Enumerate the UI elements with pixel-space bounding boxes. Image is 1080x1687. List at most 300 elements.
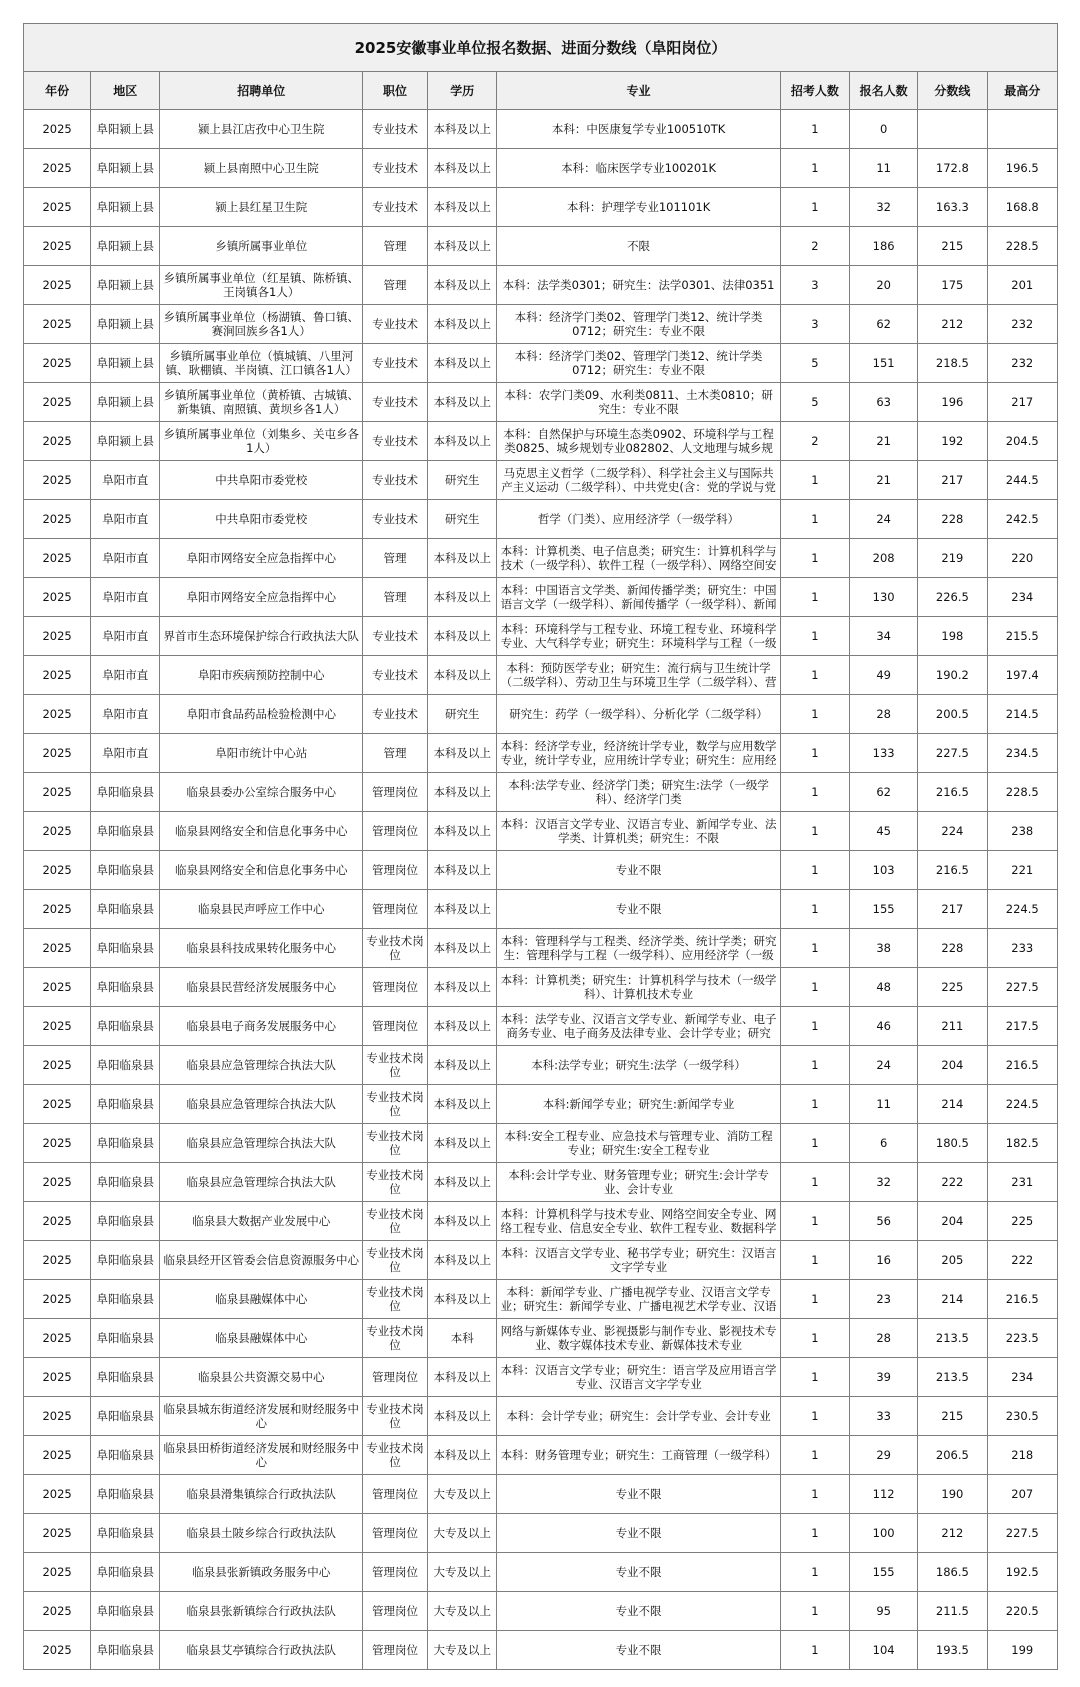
cell-position — [363, 1007, 428, 1046]
cell-text: 阜阳市网络安全应急指挥中心 — [186, 590, 336, 604]
cell-region — [91, 1475, 160, 1514]
cell-text: 2025 — [42, 824, 72, 838]
cell-text: 2025 — [42, 1097, 72, 1111]
cell-education — [428, 1046, 497, 1085]
cell-text: 1 — [811, 1097, 819, 1111]
cell-major — [497, 1202, 780, 1241]
cell-text: 本科:新闻学专业；研究生:新闻学专业 — [542, 1097, 735, 1111]
cell-cutoff — [918, 422, 987, 461]
cell-text: 专业技术岗位 — [366, 1324, 424, 1352]
cell-text: 2025 — [42, 161, 72, 175]
cell-text: 1 — [811, 1058, 819, 1072]
cell-applicants — [850, 1202, 918, 1241]
cell-text: 24 — [876, 512, 891, 526]
cell-region — [91, 1124, 160, 1163]
cell-education — [428, 1553, 497, 1592]
cell-text: 5 — [811, 356, 819, 370]
cell-text: 阜阳临泉县 — [96, 1097, 155, 1111]
cell-text: 本科及以上 — [433, 317, 491, 331]
cell-cutoff — [918, 1241, 987, 1280]
cell-text: 临泉县田桥街道经济发展和财经服务中心 — [163, 1441, 359, 1469]
cell-major — [497, 227, 780, 266]
cell-region — [91, 656, 160, 695]
cell-text: 2025 — [42, 863, 72, 877]
cell-quota — [780, 266, 849, 305]
cell-text: 1 — [811, 1409, 819, 1423]
cell-text: 大专及以上 — [433, 1604, 491, 1618]
cell-quota — [780, 227, 849, 266]
cell-text: 1 — [811, 512, 819, 526]
cell-text: 阜阳临泉县 — [96, 1487, 155, 1501]
cell-text: 阜阳颍上县 — [96, 395, 155, 409]
cell-applicants — [850, 1046, 918, 1085]
data-table — [23, 23, 1058, 1670]
cell-text: 2025 — [42, 1487, 72, 1501]
cell-applicants — [850, 1319, 918, 1358]
cell-cutoff — [918, 1280, 987, 1319]
cell-year — [24, 110, 91, 149]
cell-major — [497, 266, 780, 305]
cell-text: 本科及以上 — [433, 824, 491, 838]
cell-text: 专业不限 — [615, 863, 662, 877]
cell-text: 本科：护理学专业101101K — [566, 200, 711, 214]
table-row — [24, 1436, 1058, 1475]
cell-unit — [160, 617, 363, 656]
cell-quota — [780, 383, 849, 422]
cell-text: 215.5 — [1005, 629, 1039, 643]
cell-unit — [160, 344, 363, 383]
column-header-position: 职位 — [363, 72, 428, 110]
cell-education — [428, 734, 497, 773]
cell-cutoff — [918, 1358, 987, 1397]
cell-unit — [160, 773, 363, 812]
cell-max-score — [987, 812, 1057, 851]
cell-text: 214 — [941, 1292, 964, 1306]
cell-major — [497, 1397, 780, 1436]
cell-text: 1 — [811, 668, 819, 682]
cell-quota — [780, 1163, 849, 1202]
cell-text: 本科及以上 — [433, 1214, 491, 1228]
cell-text: 1 — [811, 590, 819, 604]
cell-text: 2025 — [42, 1331, 72, 1345]
cell-text: 乡镇所属事业单位（慎城镇、八里河镇、耿棚镇、半岗镇、江口镇各1人） — [165, 349, 357, 377]
cell-max-score — [987, 1124, 1057, 1163]
cell-text: 本科：预防医学专业；研究生：流行病与卫生统计学（二级学科）、劳动卫生与环境卫生学（二级学科）、营 — [500, 661, 777, 689]
cell-year — [24, 968, 91, 1007]
cell-text: 2025 — [42, 1019, 72, 1033]
cell-education — [428, 1592, 497, 1631]
cell-text: 1 — [811, 746, 819, 760]
cell-text: 本科及以上 — [433, 902, 491, 916]
cell-text: 管理岗位 — [372, 1604, 419, 1618]
cell-text: 1 — [811, 1526, 819, 1540]
cell-max-score — [987, 383, 1057, 422]
cell-major — [497, 1553, 780, 1592]
cell-education — [428, 500, 497, 539]
cell-quota — [780, 149, 849, 188]
cell-quota — [780, 578, 849, 617]
cell-region — [91, 1280, 160, 1319]
cell-text: 200.5 — [935, 707, 969, 721]
cell-education — [428, 1397, 497, 1436]
cell-year — [24, 1358, 91, 1397]
table-row — [24, 305, 1058, 344]
cell-text: 224.5 — [1005, 1097, 1039, 1111]
cell-text: 231 — [1011, 1175, 1034, 1189]
cell-education — [428, 539, 497, 578]
cell-year — [24, 1514, 91, 1553]
cell-text: 232 — [1011, 317, 1034, 331]
cell-text: 阜阳颍上县 — [96, 239, 155, 253]
cell-region — [91, 1202, 160, 1241]
cell-education — [428, 1163, 497, 1202]
cell-text: 本科及以上 — [433, 1136, 491, 1150]
cell-applicants — [850, 1514, 918, 1553]
cell-text: 2025 — [42, 668, 72, 682]
cell-unit — [160, 656, 363, 695]
cell-max-score — [987, 539, 1057, 578]
cell-text: 130 — [872, 590, 895, 604]
cell-text: 216.5 — [1005, 1058, 1039, 1072]
cell-text: 206.5 — [935, 1448, 969, 1462]
cell-cutoff — [918, 110, 987, 149]
cell-region — [91, 422, 160, 461]
cell-text: 专业技术岗位 — [366, 1168, 424, 1196]
cell-cutoff — [918, 1397, 987, 1436]
cell-position — [363, 1241, 428, 1280]
cell-quota — [780, 1514, 849, 1553]
cell-major — [497, 890, 780, 929]
cell-text: 临泉县张新镇综合行政执法队 — [186, 1604, 336, 1618]
cell-year — [24, 1202, 91, 1241]
cell-year — [24, 383, 91, 422]
cell-text: 管理岗位 — [372, 1526, 419, 1540]
cell-text: 网络与新媒体专业、影视摄影与制作专业、影视技术专业、数字媒体技术专业、新媒体技术专业 — [500, 1324, 777, 1352]
cell-text: 管理岗位 — [372, 902, 419, 916]
cell-region — [91, 1553, 160, 1592]
cell-applicants — [850, 1436, 918, 1475]
cell-text: 本科及以上 — [433, 863, 491, 877]
cell-text: 专业技术 — [372, 473, 419, 487]
cell-text: 1 — [811, 1292, 819, 1306]
cell-major — [497, 110, 780, 149]
cell-unit — [160, 812, 363, 851]
cell-quota — [780, 110, 849, 149]
cell-year — [24, 656, 91, 695]
cell-text: 临泉县委办公室综合服务中心 — [186, 785, 336, 799]
cell-text: 临泉县科技成果转化服务中心 — [186, 941, 336, 955]
cell-text: 1 — [811, 941, 819, 955]
table-row — [24, 1319, 1058, 1358]
cell-text: 本科及以上 — [433, 668, 491, 682]
cell-text: 阜阳临泉县 — [96, 1214, 155, 1228]
cell-text: 研究生：药学（一级学科）、分析化学（二级学科） — [509, 707, 768, 721]
cell-position — [363, 617, 428, 656]
cell-text: 专业技术岗位 — [366, 1129, 424, 1157]
cell-major — [497, 929, 780, 968]
cell-text: 32 — [876, 1175, 891, 1189]
cell-text: 颍上县江店孜中心卫生院 — [197, 122, 325, 136]
cell-cutoff — [918, 1553, 987, 1592]
cell-text: 专业技术 — [372, 161, 419, 175]
cell-position — [363, 1358, 428, 1397]
cell-region — [91, 188, 160, 227]
cell-text: 207 — [1011, 1487, 1034, 1501]
cell-text: 乡镇所属事业单位 — [215, 239, 308, 253]
cell-text: 151 — [872, 356, 895, 370]
cell-major — [497, 1592, 780, 1631]
cell-cutoff — [918, 695, 987, 734]
cell-unit — [160, 1085, 363, 1124]
cell-text: 2025 — [42, 1526, 72, 1540]
cell-region — [91, 1397, 160, 1436]
cell-max-score — [987, 1397, 1057, 1436]
cell-year — [24, 773, 91, 812]
cell-text: 1 — [811, 551, 819, 565]
cell-cutoff — [918, 305, 987, 344]
cell-year — [24, 500, 91, 539]
cell-unit — [160, 1241, 363, 1280]
cell-unit — [160, 305, 363, 344]
table-row — [24, 383, 1058, 422]
cell-text: 本科及以上 — [433, 1448, 491, 1462]
cell-text: 2 — [811, 239, 819, 253]
cell-max-score — [987, 1280, 1057, 1319]
cell-position — [363, 1046, 428, 1085]
table-row — [24, 188, 1058, 227]
cell-education — [428, 695, 497, 734]
cell-cutoff — [918, 500, 987, 539]
column-header-major: 专业 — [497, 72, 780, 110]
cell-text: 2025 — [42, 1643, 72, 1657]
cell-region — [91, 266, 160, 305]
cell-text: 阜阳市直 — [102, 590, 149, 604]
cell-text: 1 — [811, 629, 819, 643]
cell-position — [363, 734, 428, 773]
cell-education — [428, 227, 497, 266]
cell-education — [428, 1475, 497, 1514]
cell-text: 34 — [876, 629, 891, 643]
cell-education — [428, 851, 497, 890]
cell-text: 界首市生态环境保护综合行政执法大队 — [163, 629, 359, 643]
cell-year — [24, 1631, 91, 1670]
cell-text: 大专及以上 — [433, 1487, 491, 1501]
cell-cutoff — [918, 812, 987, 851]
cell-year — [24, 1241, 91, 1280]
cell-text: 232 — [1011, 356, 1034, 370]
cell-text: 196 — [941, 395, 964, 409]
cell-cutoff — [918, 1124, 987, 1163]
cell-text: 临泉县应急管理综合执法大队 — [186, 1175, 336, 1189]
cell-text: 临泉县张新镇政务服务中心 — [192, 1565, 331, 1579]
cell-text: 专业技术 — [372, 122, 419, 136]
cell-text: 3 — [811, 317, 819, 331]
cell-text: 1 — [811, 161, 819, 175]
cell-text: 大专及以上 — [433, 1565, 491, 1579]
cell-text: 管理 — [383, 239, 407, 253]
cell-position — [363, 812, 428, 851]
cell-text: 专业技术 — [372, 317, 419, 331]
cell-text: 乡镇所属事业单位（刘集乡、关屯乡各1人） — [163, 427, 359, 455]
cell-major — [497, 578, 780, 617]
cell-text: 3 — [811, 278, 819, 292]
cell-text: 20 — [876, 278, 891, 292]
cell-text: 2025 — [42, 551, 72, 565]
cell-text: 研究生 — [444, 707, 480, 721]
table-row — [24, 812, 1058, 851]
cell-year — [24, 344, 91, 383]
cell-cutoff — [918, 1475, 987, 1514]
cell-year — [24, 929, 91, 968]
cell-position — [363, 149, 428, 188]
cell-text: 46 — [876, 1019, 891, 1033]
cell-applicants — [850, 1475, 918, 1514]
cell-text: 2 — [811, 434, 819, 448]
cell-applicants — [850, 188, 918, 227]
cell-max-score — [987, 1046, 1057, 1085]
table-row — [24, 149, 1058, 188]
cell-year — [24, 1319, 91, 1358]
cell-education — [428, 1202, 497, 1241]
cell-major — [497, 383, 780, 422]
cell-major — [497, 812, 780, 851]
cell-quota — [780, 1475, 849, 1514]
cell-cutoff — [918, 227, 987, 266]
cell-text: 专业技术岗位 — [366, 1246, 424, 1274]
cell-text: 208 — [872, 551, 895, 565]
cell-major — [497, 188, 780, 227]
cell-major — [497, 1241, 780, 1280]
cell-unit — [160, 500, 363, 539]
cell-text: 专业技术岗位 — [366, 934, 424, 962]
cell-year — [24, 734, 91, 773]
cell-cutoff — [918, 890, 987, 929]
cell-region — [91, 344, 160, 383]
cell-text: 本科及以上 — [433, 1019, 491, 1033]
cell-text: 1 — [811, 1136, 819, 1150]
cell-major — [497, 149, 780, 188]
cell-text: 199 — [1011, 1643, 1034, 1657]
cell-text: 218 — [1011, 1448, 1034, 1462]
cell-unit — [160, 1631, 363, 1670]
cell-text: 24 — [876, 1058, 891, 1072]
cell-cutoff — [918, 968, 987, 1007]
cell-year — [24, 461, 91, 500]
cell-text: 213.5 — [935, 1370, 969, 1384]
cell-unit — [160, 1475, 363, 1514]
cell-text: 2025 — [42, 1565, 72, 1579]
cell-text: 2025 — [42, 1448, 72, 1462]
cell-quota — [780, 1397, 849, 1436]
cell-text: 175 — [941, 278, 964, 292]
cell-cutoff — [918, 851, 987, 890]
cell-quota — [780, 305, 849, 344]
cell-unit — [160, 1553, 363, 1592]
cell-position — [363, 1085, 428, 1124]
cell-education — [428, 1514, 497, 1553]
cell-text: 本科 — [450, 1331, 474, 1345]
cell-text: 23 — [876, 1292, 891, 1306]
cell-text: 212 — [941, 1526, 964, 1540]
table-row — [24, 1163, 1058, 1202]
cell-education — [428, 1124, 497, 1163]
cell-cutoff — [918, 734, 987, 773]
cell-text: 本科及以上 — [433, 1058, 491, 1072]
cell-text: 阜阳市食品药品检验检测中心 — [186, 707, 336, 721]
cell-text: 218.5 — [935, 356, 969, 370]
cell-position — [363, 656, 428, 695]
cell-unit — [160, 968, 363, 1007]
cell-position — [363, 344, 428, 383]
cell-text: 1 — [811, 707, 819, 721]
cell-text: 本科：新闻学专业、广播电视学专业、汉语言文学专业；研究生：新闻学专业、广播电视艺术学专业、汉语 — [500, 1285, 777, 1313]
table-row — [24, 344, 1058, 383]
cell-text: 0 — [879, 122, 888, 136]
cell-applicants — [850, 500, 918, 539]
cell-text: 本科：计算机类、电子信息类；研究生：计算机科学与技术（一级学科）、软件工程（一级学科）、网络空间安 — [500, 544, 777, 572]
cell-text: 2025 — [42, 1058, 72, 1072]
cell-text: 220.5 — [1005, 1604, 1039, 1618]
cell-max-score — [987, 1163, 1057, 1202]
table-row — [24, 1124, 1058, 1163]
cell-position — [363, 1397, 428, 1436]
cell-text: 63 — [876, 395, 891, 409]
cell-text: 211 — [941, 1019, 964, 1033]
cell-text: 本科：计算机科学与技术专业、网络空间安全专业、网络工程专业、信息安全专业、软件工程专业、数据科学 — [500, 1207, 777, 1235]
cell-year — [24, 1280, 91, 1319]
cell-text: 217 — [941, 902, 964, 916]
cell-max-score — [987, 578, 1057, 617]
cell-max-score — [987, 1202, 1057, 1241]
cell-text: 227.5 — [935, 746, 969, 760]
cell-text: 182.5 — [1005, 1136, 1039, 1150]
cell-major — [497, 1007, 780, 1046]
cell-unit — [160, 1202, 363, 1241]
cell-text: 16 — [876, 1253, 891, 1267]
cell-text: 管理岗位 — [372, 980, 419, 994]
cell-position — [363, 1592, 428, 1631]
cell-position — [363, 773, 428, 812]
spreadsheet — [23, 23, 1058, 1670]
cell-region — [91, 1436, 160, 1475]
cell-text: 1 — [811, 1019, 819, 1033]
table-row — [24, 578, 1058, 617]
cell-text: 临泉县网络安全和信息化事务中心 — [174, 824, 348, 838]
cell-text: 2025 — [42, 746, 72, 760]
cell-year — [24, 890, 91, 929]
cell-text: 临泉县民声呼应工作中心 — [197, 902, 325, 916]
cell-text: 本科：会计学专业；研究生：会计学专业、会计专业 — [506, 1409, 771, 1423]
cell-text: 39 — [876, 1370, 891, 1384]
cell-text: 29 — [876, 1448, 891, 1462]
cell-unit — [160, 1358, 363, 1397]
cell-text: 临泉县应急管理综合执法大队 — [186, 1058, 336, 1072]
cell-text: 阜阳颍上县 — [96, 200, 155, 214]
cell-text: 1 — [811, 1214, 819, 1228]
cell-text: 管理 — [383, 551, 407, 565]
cell-education — [428, 305, 497, 344]
cell-year — [24, 539, 91, 578]
cell-text: 168.8 — [1005, 200, 1039, 214]
cell-position — [363, 188, 428, 227]
cell-text: 2025 — [42, 1253, 72, 1267]
cell-text: 专业技术 — [372, 434, 419, 448]
cell-text: 阜阳临泉县 — [96, 980, 155, 994]
table-row — [24, 539, 1058, 578]
cell-text: 阜阳临泉县 — [96, 1175, 155, 1189]
cell-unit — [160, 383, 363, 422]
cell-max-score — [987, 617, 1057, 656]
